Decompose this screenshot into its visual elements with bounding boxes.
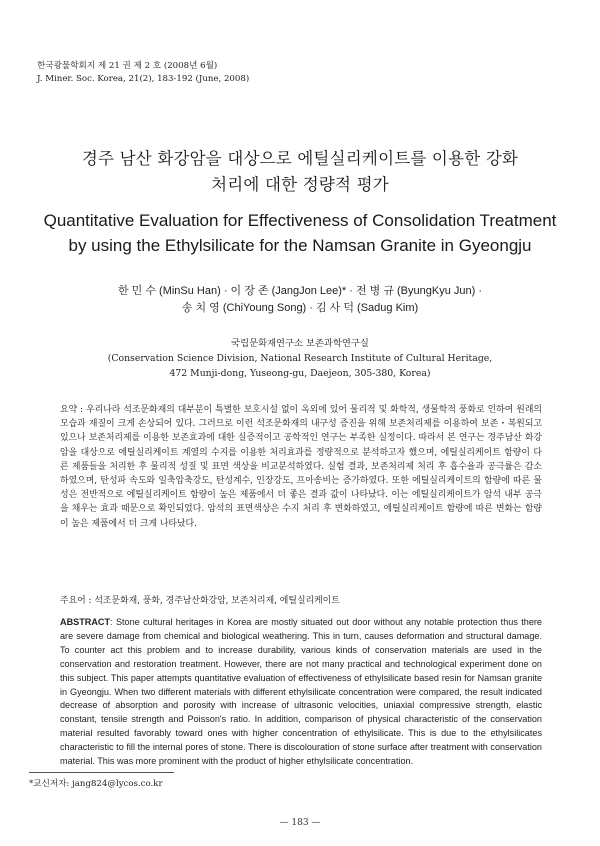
korean-abstract: 요약 : 우리나라 석조문화재의 대부분이 특별한 보호시설 없이 옥외에 있어 물리적 및 화학적, 생물학적 풍화로 인하여 원래의 모습과 재질이 크게 손상되어 있다. 그러므로 이런 석조문화재의 내구성 증진을 위해 보존처리제를 이용하여 보존・복원되고 있으나 보존처리제를 이용한 보존효과에 대한 실증적이고 공학적인 연구는 부족한 실정이다. 따라서 본 연구는 경주남산 화강암을 대상으로 에틸실리케이트 계열의 수지를 이용한 처리효과를 정량적으로 분석하고자 했으며, 에틸실리케이트 함량이 다른 제품들을 처리한 후 물리적 성질 및 표면 색상을 비교분석하였다. 실험 결과, 보존처리제 처리 후 흡수율과 공극률은 감소하였으며, 탄성파 속도와 일축압축강도, 탄성계수, 인장강도, 프아송비는 증가하였다. 또한 에틸실리케이트의 함량에 따른 물성은 전반적으로 에틸실리케이트 함량이 높은 제품에서 더 좋은 결과 값이 나타났다. 이는 에틸실리케이트가 암석 내부 공극을 채우는 효과 때문으로 확인되었다. 암석의 표면색상은 수지 처리 후 변화하였고, 에틸실리케이트 함량에 따른 변화는 함량이 높은 제품에서 더 크게 나타났다. bbox=[60, 405, 542, 529]
corresponding-author-footnote: *교신저자: jang824@lycos.co.kr bbox=[29, 779, 163, 789]
journal-line-english: J. Miner. Soc. Korea, 21(2), 183-192 (June, 2008) bbox=[37, 74, 250, 84]
authors-line-2: 송 치 영 (ChiYoung Song) · 김 사 덕 (Sadug Kim) bbox=[181, 302, 419, 314]
affiliation-english-2: 472 Munji-dong, Yuseong-gu, Daejeon, 305-380, Korea) bbox=[169, 368, 431, 379]
abstract-label: ABSTRACT bbox=[60, 617, 111, 627]
english-abstract bbox=[60, 616, 542, 769]
korean-title bbox=[0, 146, 600, 198]
journal-header bbox=[37, 60, 249, 86]
korean-title-line-2: 처리에 대한 정량적 평가 bbox=[211, 175, 389, 194]
english-title-line-2: by using the Ethylsilicate for the Namsan Granite in Gyeongju bbox=[68, 236, 532, 255]
author-list bbox=[0, 283, 600, 317]
authors-line-1: 한 민 수 (MinSu Han) · 이 장 존 (JangJon Lee)* · 전 병 규 (ByungKyu Jun) · bbox=[117, 285, 483, 297]
affiliation bbox=[0, 336, 600, 381]
footnote-divider bbox=[29, 772, 174, 773]
korean-title-line-1: 경주 남산 화강암을 대상으로 에틸실리케이트를 이용한 강화 bbox=[81, 149, 519, 168]
journal-line-korean: 한국광물학회지 제 21 권 제 2 호 (2008년 6월) bbox=[37, 61, 218, 71]
abstract-text: : Stone cultural heritages in Korea are mostly situated out door without any notable protection thus there are severe damage from chemical and biological weathering. This in turn, causes deformation and structural damage. To counter act this problem and to increase durability, various kinds of conservation materials are used in the conservation and restoration treatment. However, there are not many practical and technological experiment done on this subject. This paper attempts quantitative evaluation of effectiveness of ethylsilicate based resin for Namsan granite in Gyeongju. When two different materials with different ethylsilicate concentration were compared, the result indicated decrease of absorption and porosity with increase of ultrasonic velocities, uniaxial compressive strength, elastic constant, tensile strength and Poisson's ratio. In addition, comparison of physical characteristic of the conservation material resulted favorably toward ones with higher concentration of ethylsilicate. This is due to the ethylsilicates characteristic to fill the internal pores of stone. There is discolouration of stone surface after treatment with conservation material. This was more prominent with the product of higher ethylsilicate concentration. bbox=[60, 617, 542, 767]
page-number: — 183 — bbox=[279, 818, 321, 828]
affiliation-english-1: (Conservation Science Division, National Research Institute of Cultural Heritage, bbox=[107, 353, 493, 364]
affiliation-korean: 국립문화재연구소 보존과학연구실 bbox=[231, 338, 369, 349]
korean-keywords: 주요어 : 석조문화재, 풍화, 경주남산화강암, 보존처리제, 에틸실리케이트 bbox=[60, 596, 340, 606]
english-title bbox=[0, 208, 600, 258]
english-title-line-1: Quantitative Evaluation for Effectiveness of Consolidation Treatment bbox=[43, 211, 557, 230]
